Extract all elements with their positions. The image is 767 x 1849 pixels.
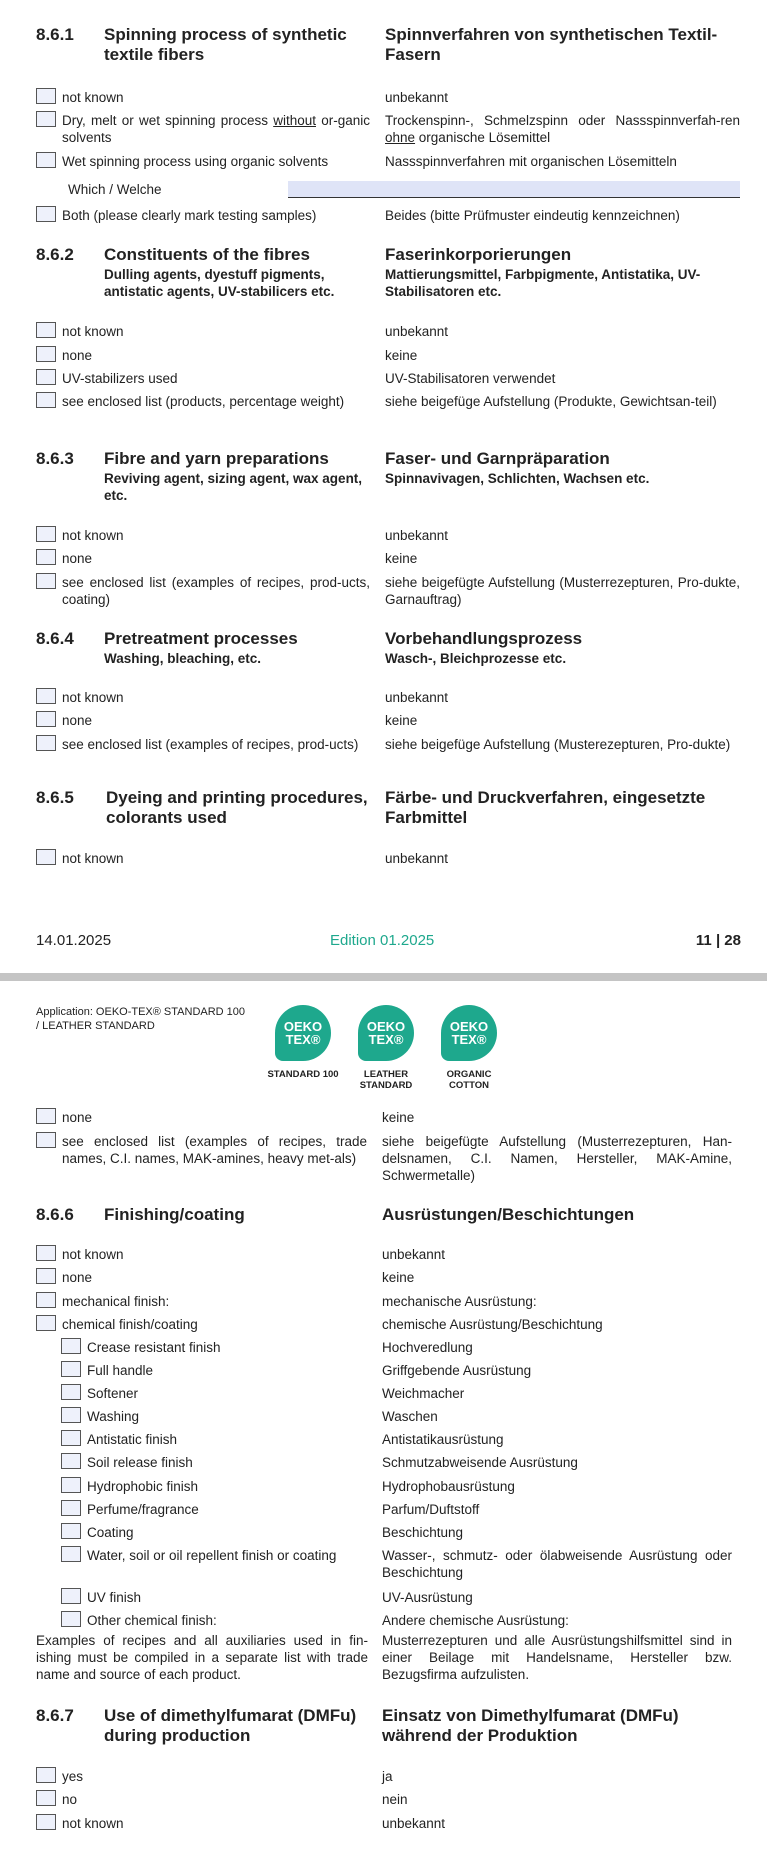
checkbox-none[interactable] <box>36 1108 56 1124</box>
checkbox-soil-release[interactable] <box>61 1453 81 1469</box>
option-label-en: Full handle <box>87 1363 154 1378</box>
page-separator <box>0 973 767 981</box>
footer-edition: Edition 01.2025 <box>330 932 435 949</box>
checkbox-other-chemical[interactable] <box>61 1611 81 1627</box>
checkbox-enclosed-list[interactable] <box>36 735 56 751</box>
section-title-de: Vorbehandlungsprozess <box>385 629 583 648</box>
option-label-en: mechanical finish: <box>62 1294 170 1309</box>
section-number: 8.6.4 <box>36 629 74 648</box>
checkbox-enclosed-list[interactable] <box>36 1132 56 1148</box>
section-title-en: Constituents of the fibres <box>104 245 310 264</box>
option-label-de: Andere chemische Ausrüstung: <box>382 1613 569 1628</box>
option-label-de: Griffgebende Ausrüstung <box>382 1363 532 1378</box>
checkbox-coating[interactable] <box>61 1523 81 1539</box>
application-header: Application: OEKO-TEX® STANDARD 100 / LEATHER STANDARD <box>36 1006 246 1032</box>
logo-caption: STANDARD 100 <box>267 1069 339 1080</box>
checkbox-not-known[interactable] <box>36 688 56 704</box>
note-en: Examples of recipes and all auxiliaries used in fin-ishing must be compiled in a separate list with trade name and source of each product. <box>36 1633 368 1682</box>
checkbox-both[interactable] <box>36 206 56 222</box>
option-label-de: Nassspinnverfahren mit organischen Lösemitteln <box>385 154 677 169</box>
option-label-en: Hydrophobic finish <box>87 1479 199 1494</box>
option-label-en: not known <box>62 851 124 866</box>
checkbox-enclosed-list[interactable] <box>36 573 56 589</box>
checkbox-softener[interactable] <box>61 1384 81 1400</box>
section-title-de: Spinnverfahren von synthetischen Textil-Fasern <box>385 25 718 64</box>
section-title-en: Dyeing and printing procedures, colorants used <box>106 788 368 827</box>
section-title-en: Pretreatment processes <box>104 629 298 648</box>
section-subtitle-de: Mattierungsmittel, Farbpigmente, Antistatika, UV-Stabilisatoren etc. <box>385 267 701 299</box>
checkbox-chemical-finish[interactable] <box>36 1315 56 1331</box>
checkbox-none[interactable] <box>36 346 56 362</box>
section-number: 8.6.5 <box>36 788 74 807</box>
oeko-tex-logo: OEKO TEX® <box>275 1005 331 1061</box>
option-label-en: chemical finish/coating <box>62 1317 198 1332</box>
option-label-de: siehe beigefüge Aufstellung (Musterezepturen, Pro-dukte) <box>385 737 731 752</box>
option-label-en: none <box>62 1110 93 1125</box>
option-label-de: Hochveredlung <box>382 1340 473 1355</box>
option-label-en: Washing <box>87 1409 140 1424</box>
option-label-de: Waschen <box>382 1409 438 1424</box>
checkbox-organic-solvents[interactable] <box>36 152 56 168</box>
option-label-de: Weichmacher <box>382 1386 465 1401</box>
option-label-de: Beschichtung <box>382 1525 464 1540</box>
checkbox-uv-stabilizers[interactable] <box>36 369 56 385</box>
checkbox-not-known[interactable] <box>36 849 56 865</box>
checkbox-hydrophobic[interactable] <box>61 1477 81 1493</box>
checkbox-repellent[interactable] <box>61 1546 81 1562</box>
section-number: 8.6.3 <box>36 449 74 468</box>
option-label-en: not known <box>62 528 124 543</box>
option-label-en: none <box>62 551 93 566</box>
option-label-en: not known <box>62 1816 124 1831</box>
checkbox-none[interactable] <box>36 1268 56 1284</box>
option-label-de: unbekannt <box>385 851 449 866</box>
option-label-de: UV-Stabilisatoren verwendet <box>385 371 556 386</box>
section-number: 8.6.6 <box>36 1205 74 1224</box>
option-label-de: chemische Ausrüstung/Beschichtung <box>382 1317 603 1332</box>
option-label-en: UV finish <box>87 1590 142 1605</box>
which-label: Which / Welche <box>68 182 162 197</box>
option-label-en: not known <box>62 690 124 705</box>
checkbox-washing[interactable] <box>61 1407 81 1423</box>
checkbox-perfume[interactable] <box>61 1500 81 1516</box>
section-subtitle-en: Reviving agent, sizing agent, wax agent, etc. <box>104 471 363 503</box>
checkbox-yes[interactable] <box>36 1767 56 1783</box>
option-label-de: keine <box>382 1110 415 1125</box>
section-title-de: Ausrüstungen/Beschichtungen <box>382 1205 635 1224</box>
checkbox-not-known[interactable] <box>36 526 56 542</box>
section-number: 8.6.7 <box>36 1706 74 1725</box>
option-label-de: mechanische Ausrüstung: <box>382 1294 537 1309</box>
option-label-en: none <box>62 348 93 363</box>
section-title-en: Use of dimethylfumarat (DMFu) during production <box>104 1706 357 1745</box>
option-label-en: see enclosed list (products, percentage weight) <box>62 394 345 409</box>
option-label-de: Antistatikausrüstung <box>382 1432 504 1447</box>
checkbox-not-known[interactable] <box>36 88 56 104</box>
option-label-en: see enclosed list (examples of recipes, prod-ucts) <box>62 737 359 752</box>
checkbox-mechanical-finish[interactable] <box>36 1292 56 1308</box>
checkbox-none[interactable] <box>36 549 56 565</box>
option-label-en: Both (please clearly mark testing samples) <box>62 208 317 223</box>
logo-caption: ORGANIC COTTON <box>446 1069 492 1091</box>
oeko-tex-logo: OEKO TEX® <box>358 1005 414 1061</box>
option-label-en: Dry, melt or wet spinning process without or-ganic solvents <box>62 113 370 145</box>
option-label-de: unbekannt <box>382 1816 446 1831</box>
option-label-en: Soil release finish <box>87 1455 193 1470</box>
checkbox-none[interactable] <box>36 711 56 727</box>
section-title-de: Faser- und Garnpräparation <box>385 449 610 468</box>
checkbox-not-known[interactable] <box>36 1245 56 1261</box>
option-label-en: no <box>62 1792 78 1807</box>
option-label-en: none <box>62 1270 93 1285</box>
option-label-en: Coating <box>87 1525 134 1540</box>
option-label-de: nein <box>382 1792 408 1807</box>
option-label-de: Wasser-, schmutz- oder ölabweisende Ausrüstung oder Beschichtung <box>382 1548 732 1580</box>
option-label-de: unbekannt <box>382 1247 446 1262</box>
checkbox-full-handle[interactable] <box>61 1361 81 1377</box>
option-label-en: Softener <box>87 1386 139 1401</box>
option-label-de: Schmutzabweisende Ausrüstung <box>382 1455 578 1470</box>
option-label-en: Water, soil or oil repellent finish or coating <box>87 1548 337 1563</box>
option-label-de: unbekannt <box>385 528 449 543</box>
checkbox-not-known[interactable] <box>36 322 56 338</box>
section-number: 8.6.1 <box>36 25 74 44</box>
section-title-de: Einsatz von Dimethylfumarat (DMFu) während der Produktion <box>382 1706 679 1745</box>
section-title-de: Färbe- und Druckverfahren, eingesetzte Farbmittel <box>385 788 706 827</box>
checkbox-without-solvents[interactable] <box>36 111 56 127</box>
option-label-de: keine <box>385 551 418 566</box>
section-subtitle-en: Washing, bleaching, etc. <box>104 651 262 666</box>
option-label-en: Perfume/fragrance <box>87 1502 199 1517</box>
option-label-en: not known <box>62 1247 124 1262</box>
option-label-en: not known <box>62 324 124 339</box>
section-title-en: Fibre and yarn preparations <box>104 449 329 468</box>
checkbox-uv-finish[interactable] <box>61 1588 81 1604</box>
section-title-en: Spinning process of synthetic textile fibers <box>104 25 347 64</box>
option-label-de: Parfum/Duftstoff <box>382 1502 480 1517</box>
section-subtitle-de: Wasch-, Bleichprozesse etc. <box>385 651 567 666</box>
option-label-de: Trockenspinn-, Schmelzspinn oder Nassspinnverfah-ren ohne organische Lösemittel <box>385 113 740 145</box>
section-subtitle-en: Dulling agents, dyestuff pigments, antistatic agents, UV-stabilicers etc. <box>104 267 335 299</box>
option-label-de: UV-Ausrüstung <box>382 1590 473 1605</box>
option-label-en: Wet spinning process using organic solvents <box>62 154 329 169</box>
option-label-de: keine <box>382 1270 415 1285</box>
option-label-en: none <box>62 713 93 728</box>
option-label-en: UV-stabilizers used <box>62 371 178 386</box>
option-label-en: Crease resistant finish <box>87 1340 221 1355</box>
option-label-de: unbekannt <box>385 690 449 705</box>
option-label-en: Other chemical finish: <box>87 1613 217 1628</box>
option-label-de: ja <box>382 1769 393 1784</box>
checkbox-enclosed-list[interactable] <box>36 392 56 408</box>
section-title-en: Finishing/coating <box>104 1205 245 1224</box>
option-label-de: siehe beigefügte Aufstellung (Musterrezepturen, Han-delsnamen, C.I. Namen, Hersteller, MAK-Amine, Schwermetalle) <box>382 1134 732 1183</box>
section-number: 8.6.2 <box>36 245 74 264</box>
checkbox-no[interactable] <box>36 1790 56 1806</box>
logo-caption: LEATHER STANDARD <box>359 1069 413 1091</box>
section-title-de: Faserinkorporierungen <box>385 245 572 264</box>
option-label-de: unbekannt <box>385 90 449 105</box>
checkbox-not-known[interactable] <box>36 1814 56 1830</box>
checkbox-crease-resistant[interactable] <box>61 1338 81 1354</box>
which-input[interactable] <box>288 181 740 198</box>
note-de: Musterrezepturen und alle Ausrüstungshilfsmittel sind in einer Beilage mit Handelsname, Hersteller bzw. Bezugsfirma aufzulisten. <box>382 1633 732 1682</box>
option-label-de: siehe beigefügte Aufstellung (Musterrezepturen, Pro-dukte, Garnauftrag) <box>385 575 740 607</box>
option-label-de: siehe beigefüge Aufstellung (Produkte, Gewichtsan-teil) <box>385 394 717 409</box>
option-label-de: keine <box>385 348 418 363</box>
oeko-tex-logo: OEKO TEX® <box>441 1005 497 1061</box>
footer-page-number: 11 | 28 <box>695 932 741 949</box>
section-subtitle-de: Spinnavivagen, Schlichten, Wachsen etc. <box>385 471 650 486</box>
option-label-de: unbekannt <box>385 324 449 339</box>
option-label-en: not known <box>62 90 124 105</box>
option-label-de: Beides (bitte Prüfmuster eindeutig kennzeichnen) <box>385 208 680 223</box>
option-label-en: Antistatic finish <box>87 1432 178 1447</box>
option-label-de: keine <box>385 713 418 728</box>
option-label-en: see enclosed list (examples of recipes, trade names, C.I. names, MAK-amines, heavy met-als) <box>62 1134 367 1166</box>
footer-date: 14.01.2025 <box>36 932 112 949</box>
option-label-en: yes <box>62 1769 84 1784</box>
checkbox-antistatic[interactable] <box>61 1430 81 1446</box>
option-label-de: Hydrophobausrüstung <box>382 1479 515 1494</box>
option-label-en: see enclosed list (examples of recipes, prod-ucts, coating) <box>62 575 370 607</box>
